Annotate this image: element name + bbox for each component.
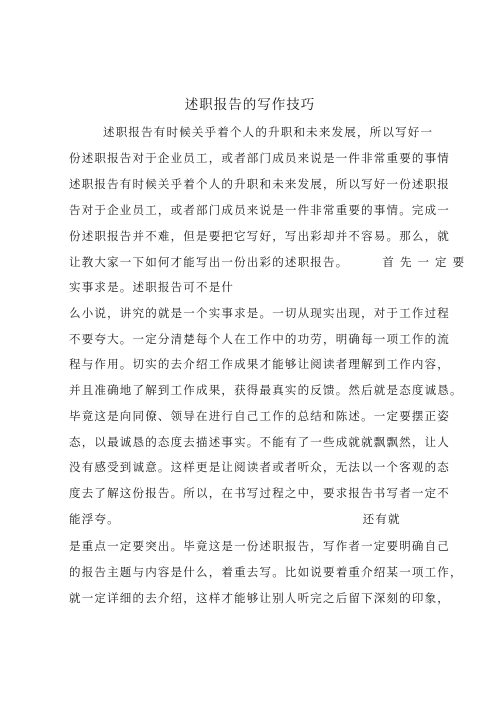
document-title: 述职报告的写作技巧	[184, 97, 316, 113]
text-line: 毕竟这是向同僚、领导在进行自己工作的总结和陈述。一定要摆正姿	[69, 409, 450, 423]
text-line: 述职报告有时候关乎着个人的升职和未来发展，所以写好一份述职报	[69, 177, 450, 191]
text-line: 份述职报告并不难，但是要把它写好，写出彩却并不容易。那么，就	[69, 229, 450, 243]
text-line: 是重点一定要突出。毕竟这是一份述职报告，写作者一定要明确自己	[69, 539, 450, 553]
text-line: 告对于企业员工，或者部门成员来说是一件非常重要的事情。完成一	[69, 203, 450, 217]
text-line: 份述职报告对于企业员工，或者部门成员来说是一件非常重要的事情	[69, 151, 450, 165]
text-line: 实事求是。述职报告可不是什	[69, 280, 235, 294]
text-line: 就一定详细的去介绍，这样才能够让别人听完之后留下深刻的印象，	[69, 591, 450, 605]
text-line: 并且准确地了解到工作成果，获得最真实的反馈。然后就是态度诚恳。	[69, 383, 463, 397]
text-line: 么小说，讲究的就是一个实事求是。一切从现实出现，对于工作过程	[69, 306, 450, 320]
text-line: 态，以最诚恳的态度去描述事实。不能有了一些成就就飘飘然，让人	[69, 435, 450, 449]
text-line: 度去了解这份报告。所以，在书写过程之中，要求报告书写者一定不	[69, 486, 450, 500]
text-line: 的报告主题与内容是什么，着重去写。比如说要着重介绍某一项工作，	[69, 565, 463, 579]
text-line: 不要夸大。一定分清楚每个人在工作中的功劳，明确每一项工作的流	[69, 332, 450, 346]
text-line: 程与作用。切实的去介绍工作成果才能够让阅读者理解到工作内容，	[69, 357, 450, 371]
text-line: 述职报告有时候关乎着个人的升职和未来发展，所以写好一	[69, 125, 434, 139]
text-line: 让教大家一下如何才能写出一份出彩的述职报告。 首 先 一 定 要	[69, 255, 466, 269]
text-line: 能浮夸。 还有就	[69, 512, 401, 526]
text-line: 没有感受到诚意。这样更是让阅读者或者听众，无法以一个客观的态	[69, 460, 450, 474]
